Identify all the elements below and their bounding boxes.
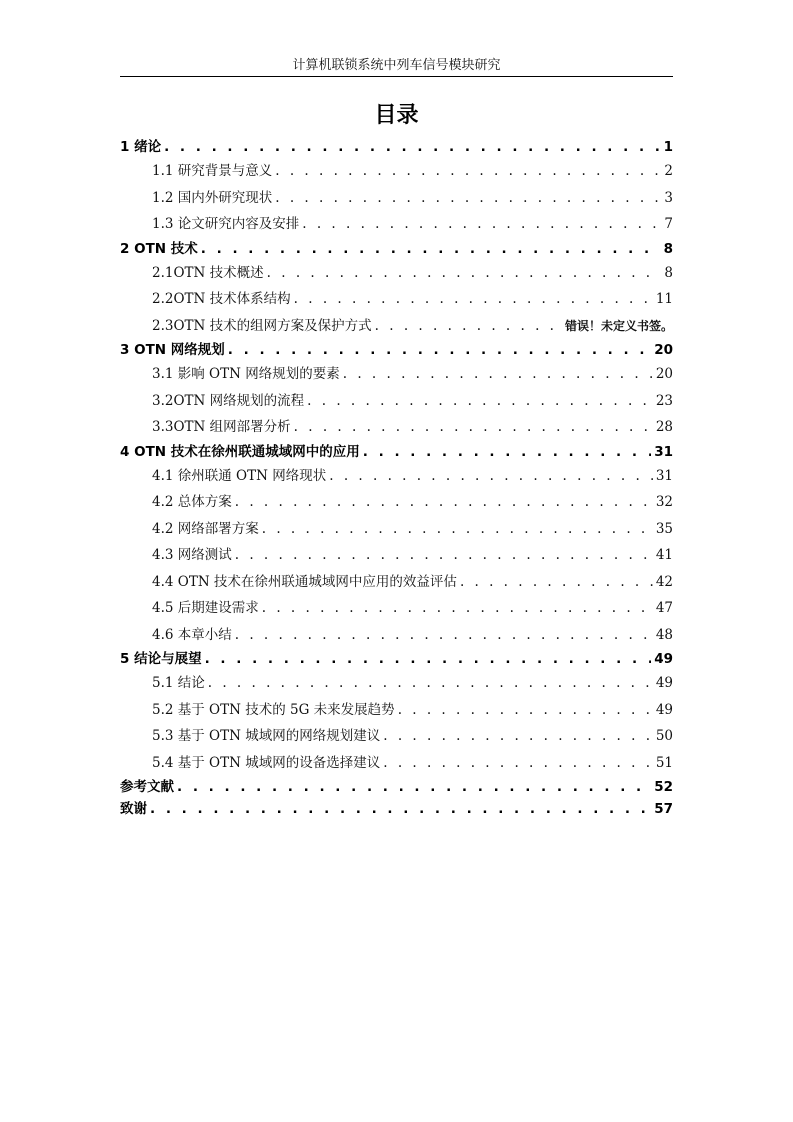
toc-dot-leader	[235, 622, 653, 649]
toc-entry-page-number: 51	[655, 754, 673, 771]
toc-section-entry[interactable]	[120, 750, 673, 777]
toc-entry-page-number: 3	[664, 189, 673, 206]
toc-dot-leader	[302, 211, 661, 238]
toc-entry-label: 4.2 网络部署方案	[152, 520, 259, 537]
toc-title: 目录	[374, 103, 419, 128]
toc-entry-page-number: 48	[655, 626, 673, 643]
toc-entry-page-number: 41	[655, 547, 673, 563]
toc-entry-label: 4 OTN 技术在徐州联通城域网中的应用	[120, 443, 360, 460]
toc-entry-page-number: 47	[655, 600, 673, 616]
toc-dot-leader	[329, 463, 653, 490]
toc-chapter-entry[interactable]	[120, 136, 673, 158]
toc-section-entry[interactable]	[120, 463, 673, 490]
header-rule	[120, 76, 673, 77]
toc-section-entry[interactable]	[120, 313, 673, 340]
toc-entry-label: 3.3OTN 组网部署分析	[152, 419, 291, 435]
toc-entry-label: 3 OTN 网络规划	[120, 342, 225, 358]
toc-entry-label: 2 OTN 技术	[120, 240, 198, 257]
toc-dot-leader	[294, 286, 653, 313]
toc-entry-page-number: 35	[655, 520, 673, 537]
toc-chapter-entry[interactable]	[120, 441, 673, 463]
toc-section-entry[interactable]	[120, 414, 673, 441]
toc-dot-leader	[205, 648, 652, 670]
toc-entry-page-number: 31	[655, 467, 673, 484]
toc-dot-leader	[343, 361, 653, 388]
running-header: 计算机联锁系统中列车信号模块研究	[292, 58, 501, 73]
toc-section-entry[interactable]	[120, 542, 673, 569]
toc-entry-page-number: 错误！未定义书签。	[564, 318, 673, 333]
toc-entry-page-number: 42	[655, 573, 673, 590]
toc-entry-page-number: 32	[655, 494, 673, 510]
toc-entry-label: 5.4 基于 OTN 城域网的设备选择建议	[152, 754, 381, 771]
toc-section-entry[interactable]	[120, 260, 673, 287]
toc-entry-page-number: 31	[654, 443, 673, 460]
toc-entry-label: 4.2 总体方案	[152, 494, 232, 510]
toc-entry-page-number: 57	[654, 801, 673, 817]
toc-entry-label: 5.3 基于 OTN 城域网的网络规划建议	[152, 728, 381, 744]
toc-dot-leader	[235, 542, 653, 569]
toc-dot-leader	[375, 313, 562, 340]
toc-section-entry[interactable]	[120, 158, 673, 185]
toc-entry-page-number: 20	[655, 366, 673, 382]
toc-entry-label: 4.3 网络测试	[152, 547, 232, 563]
toc-entry-page-number: 28	[655, 419, 673, 435]
toc-entry-label: 参考文献	[120, 779, 174, 795]
toc-section-entry[interactable]	[120, 622, 673, 649]
toc-dot-leader	[383, 750, 653, 777]
toc-entry-label: 4.1 徐州联通 OTN 网络现状	[152, 467, 327, 484]
toc-section-entry[interactable]	[120, 286, 673, 313]
toc-dot-leader	[177, 776, 651, 798]
toc-section-entry[interactable]	[120, 489, 673, 516]
toc-dot-leader	[150, 798, 651, 820]
toc-entry-page-number: 52	[654, 779, 673, 795]
toc-entry-label: 5.1 结论	[152, 675, 205, 691]
toc-dot-leader	[228, 339, 651, 361]
toc-section-entry[interactable]	[120, 388, 673, 415]
toc-entry-label: 1 绪论	[120, 139, 162, 155]
toc-entry-label: 1.1 研究背景与意义	[152, 163, 273, 179]
toc-dot-leader	[363, 441, 651, 463]
toc-entry-label: 致谢	[120, 801, 147, 817]
toc-dot-leader	[262, 595, 653, 622]
toc-entry-page-number: 49	[654, 651, 673, 667]
toc-section-entry[interactable]	[120, 595, 673, 622]
toc-entry-page-number: 23	[655, 392, 673, 409]
toc-entry-page-number: 8	[664, 264, 673, 281]
toc-chapter-entry[interactable]	[120, 339, 673, 361]
toc-entry-page-number: 20	[654, 342, 673, 358]
toc-entry-label: 1.3 论文研究内容及安排	[152, 216, 300, 232]
toc-section-entry[interactable]	[120, 569, 673, 596]
toc-entry-label: 3.1 影响 OTN 网络规划的要素	[152, 366, 340, 382]
toc-section-entry[interactable]	[120, 670, 673, 697]
toc-entry-page-number: 2	[664, 163, 673, 179]
toc-chapter-entry[interactable]	[120, 798, 673, 820]
toc-dot-leader	[164, 136, 661, 158]
toc-chapter-entry[interactable]	[120, 238, 673, 260]
toc-dot-leader	[267, 260, 662, 287]
toc-dot-leader	[460, 569, 653, 596]
toc-dot-leader	[201, 238, 661, 260]
toc-entry-label: 4.4 OTN 技术在徐州联通城域网中应用的效益评估	[152, 573, 457, 590]
toc-entry-page-number: 7	[664, 216, 673, 232]
toc-entry-label: 2.1OTN 技术概述	[152, 264, 264, 281]
toc-dot-leader	[208, 670, 653, 697]
toc-entry-label: 4.6 本章小结	[152, 626, 232, 643]
toc-entry-label: 3.2OTN 网络规划的流程	[152, 392, 305, 409]
toc-entry-label: 2.3OTN 技术的组网方案及保护方式	[152, 317, 372, 334]
toc-entry-page-number: 50	[655, 728, 673, 744]
toc-entry-label: 5 结论与展望	[120, 651, 202, 667]
toc-entry-page-number: 8	[663, 240, 673, 257]
toc-entry-page-number: 1	[663, 139, 673, 155]
toc-entry-page-number: 49	[655, 675, 673, 691]
toc-entry-label: 4.5 后期建设需求	[152, 600, 259, 616]
toc-dot-leader	[275, 158, 661, 185]
toc-entry-page-number: 49	[655, 701, 673, 718]
toc-entry-label: 2.2OTN 技术体系结构	[152, 291, 291, 307]
toc-section-entry[interactable]	[120, 697, 673, 724]
toc-entry-page-number: 11	[655, 291, 673, 307]
toc-dot-leader	[398, 697, 653, 724]
toc-section-entry[interactable]	[120, 361, 673, 388]
toc-dot-leader	[294, 414, 653, 441]
toc-section-entry[interactable]	[120, 723, 673, 750]
toc-dot-leader	[383, 723, 653, 750]
toc-dot-leader	[262, 516, 653, 543]
toc-entry-label: 1.2 国内外研究现状	[152, 189, 273, 206]
toc-entry-label: 5.2 基于 OTN 技术的 5G 未来发展趋势	[152, 701, 395, 718]
toc-dot-leader	[235, 489, 653, 516]
toc-chapter-entry[interactable]	[120, 776, 673, 798]
toc-section-entry[interactable]	[120, 185, 673, 212]
table-of-contents	[120, 136, 673, 820]
toc-dot-leader	[307, 388, 653, 415]
toc-dot-leader	[275, 185, 661, 212]
toc-section-entry[interactable]	[120, 516, 673, 543]
toc-chapter-entry[interactable]	[120, 648, 673, 670]
toc-section-entry[interactable]	[120, 211, 673, 238]
